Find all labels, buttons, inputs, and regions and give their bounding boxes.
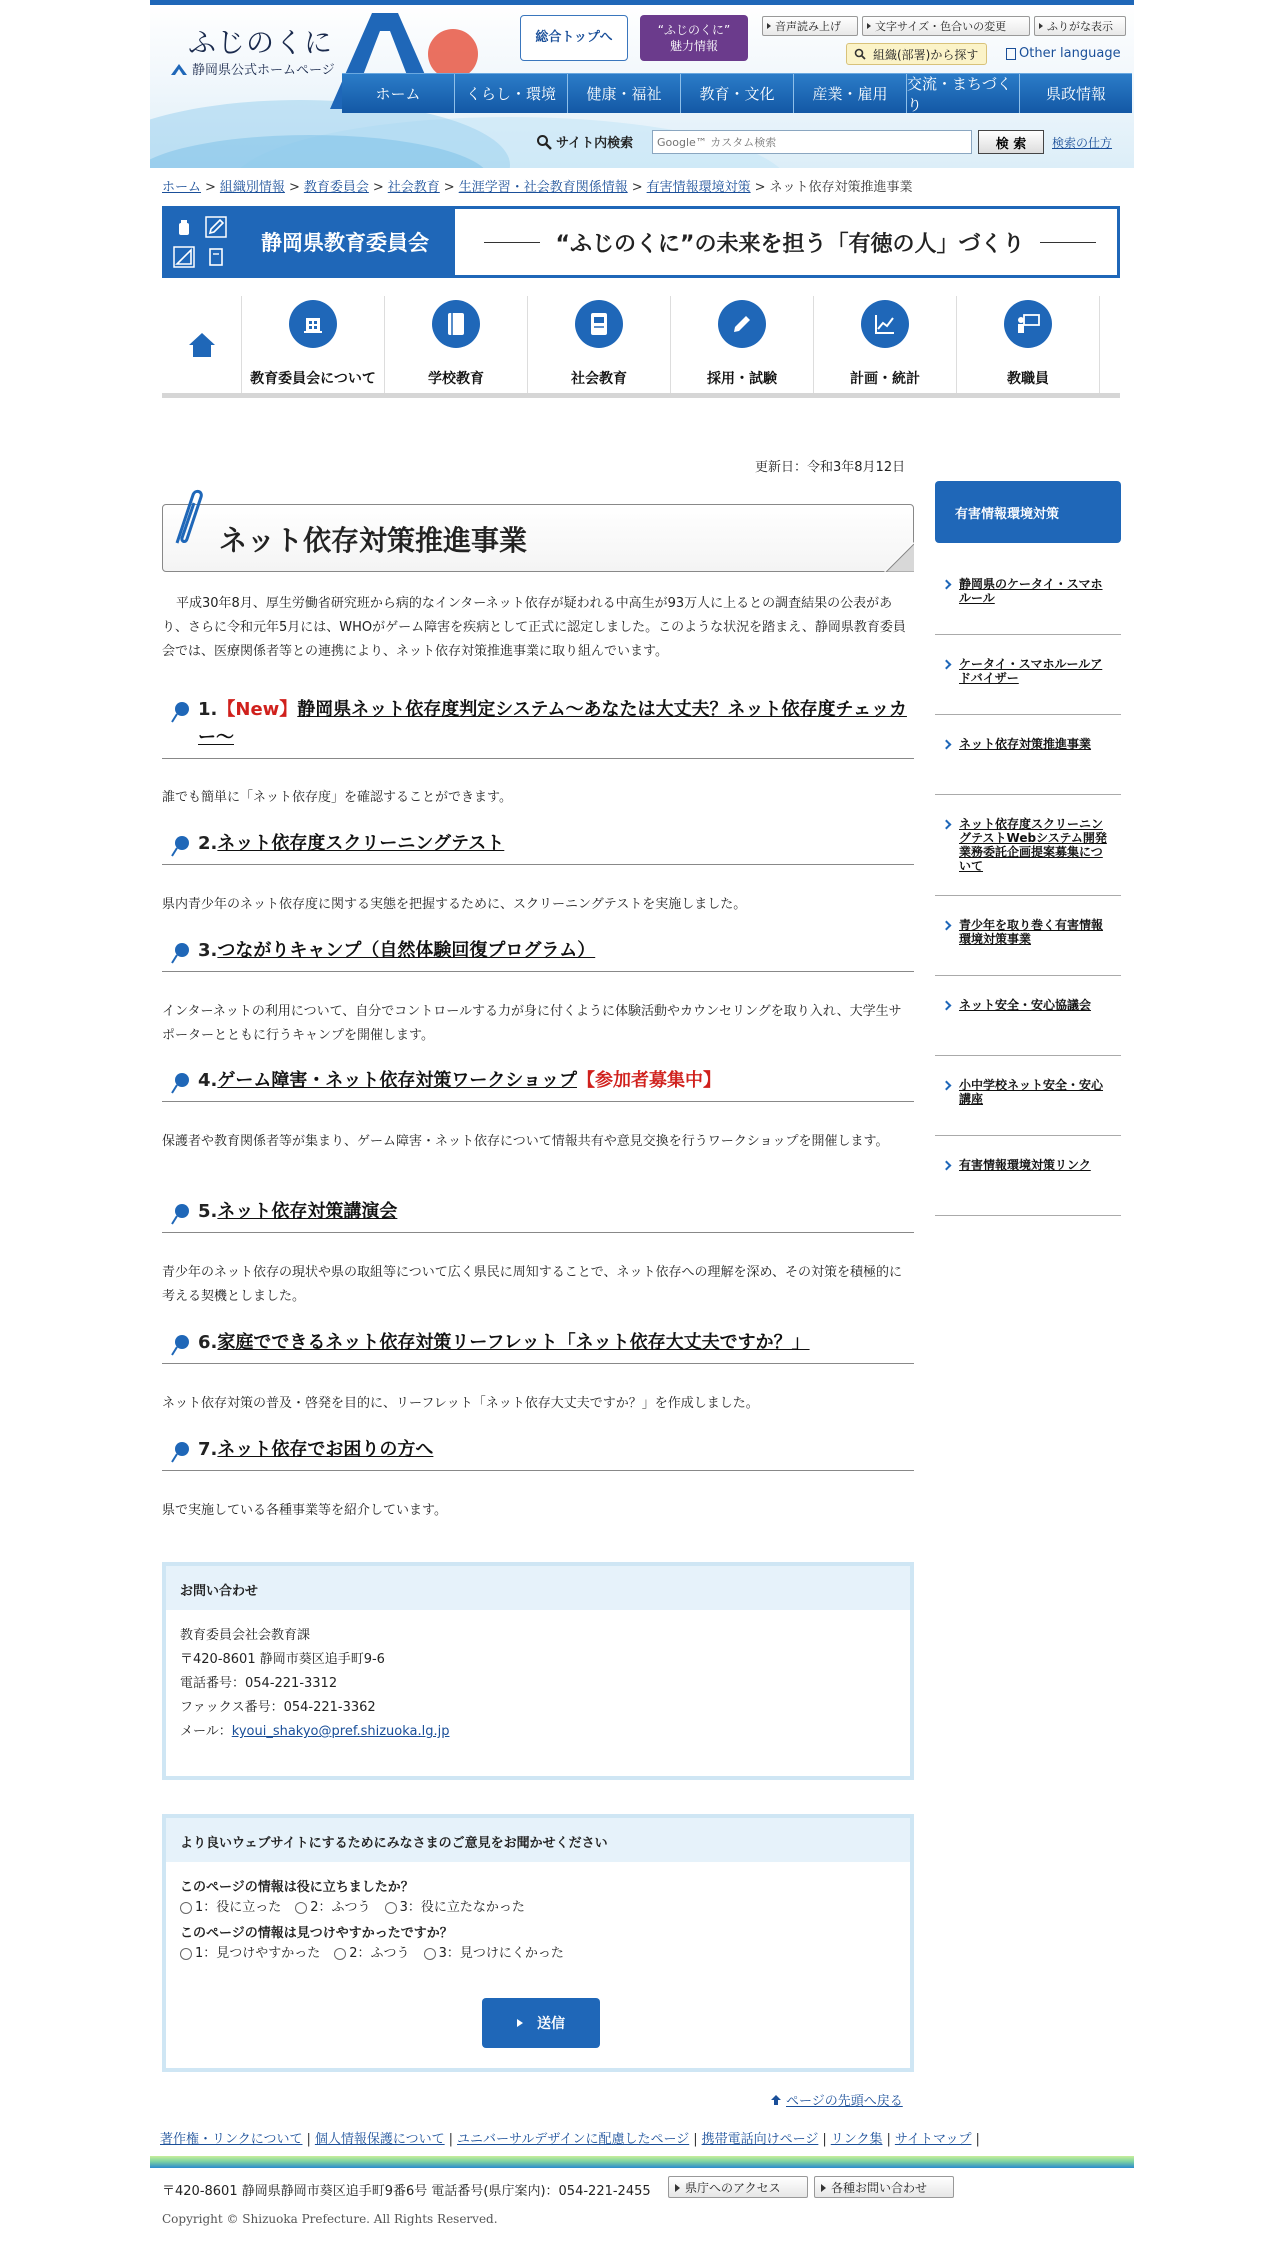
- line-chart-icon: [861, 300, 909, 348]
- breadcrumb-lifelong-learning[interactable]: 生涯学習・社会教育関係情報: [458, 180, 628, 195]
- feedback-question-2: このページの情報は見つけやすかったですか？: [180, 1926, 453, 1941]
- footer-link-privacy[interactable]: 個人情報保護について: [314, 2132, 445, 2147]
- contact-address: 〒420-8601 静岡市葵区追手町9-6: [180, 1652, 385, 1667]
- pencil-icon: [201, 213, 231, 241]
- building-icon: [289, 300, 337, 348]
- feedback-heading: より良いウェブサイトにするためにみなさまのご意見をお聞かせください: [166, 1818, 910, 1862]
- radio-button[interactable]: [424, 1948, 436, 1960]
- breadcrumb-home[interactable]: ホーム: [162, 180, 202, 195]
- section-body-4: 保護者や教育関係者等が集まり、ゲーム障害・ネット依存について情報共有や意見交換を行うワークショップを開催します。: [162, 1134, 889, 1149]
- pushpin-icon: [170, 1072, 190, 1094]
- play-arrow-icon: [517, 2019, 523, 2027]
- category-social-education[interactable]: [528, 296, 671, 393]
- ruler-triangle-icon: [169, 243, 199, 271]
- contact-tel: 電話番号：054-221-3312: [180, 1676, 338, 1691]
- book-icon: [432, 300, 480, 348]
- sidebar-item-label: ネット安全・安心協議会: [959, 998, 1092, 1012]
- pushpin-icon: [170, 701, 190, 723]
- copyright: Copyright © Shizuoka Prefecture. All Rights Reserved.: [162, 2212, 498, 2226]
- document-icon: [1006, 48, 1016, 60]
- pushpin-icon: [170, 1441, 190, 1463]
- breadcrumb-separator: >: [288, 180, 300, 195]
- section-number: 6.: [198, 1332, 218, 1353]
- breadcrumb-harmful-info[interactable]: 有害情報環境対策: [646, 180, 751, 195]
- radio-button[interactable]: [295, 1902, 307, 1914]
- category-label: 採用・試験: [707, 371, 777, 387]
- contact-fax: ファックス番号：054-221-3362: [180, 1700, 376, 1715]
- q2-option-1[interactable]: [180, 1944, 320, 1964]
- section-link-1[interactable]: 静岡県ネット依存度判定システム～あなたは大丈夫？ネット依存度チェッカー～: [198, 699, 907, 748]
- section-link-7[interactable]: ネット依存でお困りの方へ: [217, 1439, 434, 1460]
- breadcrumb-organization[interactable]: 組織別情報: [219, 180, 285, 195]
- page-title: ネット依存対策推進事業: [219, 524, 528, 557]
- option-label: 3：見つけにくかった: [438, 1946, 564, 1961]
- nav-health[interactable]: 健康・福祉: [567, 74, 680, 113]
- sidebar-item-label: ネット依存度スクリーニングテストWebシステム開発業務委託企画提案募集について: [959, 817, 1107, 873]
- home-icon: [187, 331, 217, 359]
- section-heading-3: [162, 937, 914, 972]
- sidebar-item-net-addiction[interactable]: [935, 715, 1121, 795]
- footer-separator: |: [448, 2132, 454, 2147]
- site-search-label-text: サイト内検索: [556, 136, 634, 151]
- sidebar: [935, 481, 1121, 1216]
- submit-button[interactable]: [482, 1998, 600, 2048]
- updated-date: 更新日：令和3年8月12日: [755, 460, 906, 475]
- contact-heading: お問い合わせ: [166, 1566, 910, 1610]
- intro-paragraph: 平成30年8月、厚生労働省研究班から病的なインターネット依存が疑われる中高生が93万人に上るとの調査結果の公表があり、さらに令和元年5月には、WHOがゲーム障害を疾病として正式に認定しました。このような状況を踏まえ、静岡県教育委員会では、医療関係者等との連携により、ネット依存対策推進事業に取り組んでいます。: [162, 596, 906, 659]
- category-planning-statistics[interactable]: [814, 296, 957, 393]
- footer-separator: |: [886, 2132, 891, 2147]
- option-label: 2：ふつう: [310, 1900, 371, 1915]
- teacher-icon: [1004, 300, 1052, 348]
- site-header: [150, 0, 1134, 168]
- feedback-options-1: [180, 1898, 896, 1918]
- radio-button[interactable]: [385, 1902, 397, 1914]
- submit-label: 送信: [537, 2016, 565, 2032]
- option-label: 1：見つけやすかった: [195, 1946, 321, 1961]
- pushpin-icon: [170, 942, 190, 964]
- section-link-3[interactable]: つながりキャンプ（自然体験回復プログラム）: [217, 940, 596, 961]
- footer-color-bar: [150, 2156, 1134, 2168]
- arrow-up-icon: [770, 2094, 782, 2106]
- footer-address: 〒420-8601 静岡県静岡市葵区追手町9番6号 電話番号(県庁案内)：054-221-2455: [162, 2184, 651, 2199]
- footer-link-mobile[interactable]: 携帯電話向けページ: [701, 2132, 819, 2147]
- search-button[interactable]: 検 索: [978, 130, 1044, 154]
- radio-button[interactable]: [180, 1948, 192, 1960]
- contact-dept: 教育委員会社会教育課: [180, 1628, 311, 1643]
- radio-button[interactable]: [334, 1948, 346, 1960]
- site-logo-sub-text: 静岡県公式ホームページ: [192, 63, 335, 78]
- voice-readout-button[interactable]: 音声読み上げ: [762, 16, 858, 36]
- home-top-button[interactable]: 総合トップへ: [520, 15, 628, 61]
- section-link-4[interactable]: ゲーム障害・ネット依存対策ワークショップ: [217, 1070, 578, 1091]
- footer-separator: |: [693, 2132, 698, 2147]
- sidebar-item-youth-harmful[interactable]: [935, 896, 1121, 976]
- new-tag: 【New】: [217, 699, 298, 720]
- search-input[interactable]: [652, 130, 972, 154]
- contact-mail-link[interactable]: kyoui_shakyo@pref.shizuoka.lg.jp: [231, 1724, 450, 1739]
- section-heading-5: [162, 1198, 914, 1233]
- dog-ear-corner: [884, 542, 914, 572]
- furigana-button[interactable]: ふりがな表示: [1034, 16, 1126, 36]
- board-title: 静岡県教育委員会: [235, 209, 455, 275]
- contact-body: [166, 1610, 910, 1758]
- paperclip-icon: [167, 487, 207, 549]
- global-nav: [342, 73, 1132, 113]
- inquiry-button[interactable]: 各種お問い合わせ: [814, 2176, 954, 2198]
- sidebar-item-label: ネット依存対策推進事業: [959, 737, 1092, 751]
- org-search-button[interactable]: [846, 43, 987, 65]
- pencil-icon: [718, 300, 766, 348]
- org-search-label: 組織(部署)から探す: [873, 47, 979, 62]
- breadcrumb: [162, 176, 913, 195]
- category-label: 教育委員会について: [250, 371, 376, 387]
- back-to-top-link[interactable]: [770, 2090, 903, 2109]
- footer-link-copyright[interactable]: 著作権・リンクについて: [160, 2132, 303, 2147]
- footer-separator: |: [975, 2132, 980, 2147]
- section-heading-6: [162, 1329, 914, 1364]
- page: [150, 0, 1134, 2242]
- board-banner[interactable]: [162, 206, 1120, 278]
- q1-option-1[interactable]: [180, 1898, 281, 1918]
- sidebar-item-label: 小中学校ネット安全・安心講座: [959, 1078, 1104, 1106]
- charm-line-1: “ふじのくに”: [657, 23, 731, 37]
- section-body-1: 誰でも簡単に「ネット依存度」を確認することができます。: [162, 790, 512, 805]
- section-body-7: 県で実施している各種事業等を紹介しています。: [162, 1503, 447, 1518]
- category-about-board[interactable]: [242, 296, 385, 393]
- document-book-icon: [575, 300, 623, 348]
- nav-community[interactable]: 交流・まちづくり: [906, 74, 1019, 113]
- nav-industry[interactable]: 産業・雇用: [793, 74, 906, 113]
- category-nav: [162, 296, 1120, 398]
- section-number: 5.: [198, 1201, 218, 1222]
- category-label: 計画・統計: [850, 371, 920, 387]
- nav-government[interactable]: 県政情報: [1019, 74, 1132, 113]
- section-link-5[interactable]: ネット依存対策講演会: [217, 1201, 398, 1222]
- breadcrumb-current: ネット依存対策推進事業: [769, 180, 913, 195]
- sidebar-item-links[interactable]: [935, 1136, 1121, 1216]
- footer-separator: |: [822, 2132, 827, 2147]
- feedback-form: [162, 1814, 914, 2072]
- footer-links: [160, 2128, 984, 2147]
- pushpin-icon: [170, 1203, 190, 1225]
- section-link-2[interactable]: ネット依存度スクリーニングテスト: [217, 833, 505, 854]
- section-body-2: 県内青少年のネット依存度に関する実態を把握するために、スクリーニングテストを実施しました。: [162, 897, 747, 912]
- board-icons: [165, 209, 235, 275]
- feedback-options-2: [180, 1944, 896, 1964]
- magnifier-icon: [854, 48, 866, 60]
- sidebar-list: [935, 555, 1121, 1216]
- feedback-body: [166, 1862, 910, 1976]
- footer-link-links[interactable]: リンク集: [830, 2132, 883, 2147]
- prefecture-emblem-icon: [170, 62, 188, 76]
- search-icon: [536, 134, 552, 150]
- pushpin-icon: [170, 1334, 190, 1356]
- breadcrumb-board[interactable]: 教育委員会: [303, 180, 369, 195]
- site-logo-title[interactable]: ふじのくに: [188, 26, 334, 59]
- sidebar-item-phone-rules[interactable]: [935, 555, 1121, 635]
- notebook-icon: [201, 243, 231, 271]
- category-school-education[interactable]: [385, 296, 528, 393]
- breadcrumb-separator: >: [372, 180, 384, 195]
- sidebar-item-screening-proposal[interactable]: [935, 795, 1121, 896]
- back-to-top-label: ページの先頭へ戻る: [786, 2094, 903, 2109]
- breadcrumb-separator: >: [631, 180, 643, 195]
- other-language-link[interactable]: [1006, 46, 1121, 61]
- section-number: 4.: [198, 1070, 218, 1091]
- breadcrumb-separator: >: [205, 180, 216, 195]
- section-number: 3.: [198, 940, 218, 961]
- access-button[interactable]: 県庁へのアクセス: [668, 2176, 808, 2198]
- sidebar-item-label: 静岡県のケータイ・スマホルール: [959, 577, 1103, 605]
- bottle-icon: [169, 213, 199, 241]
- charm-line-2: 魅力情報: [669, 39, 718, 53]
- section-heading-4: [162, 1067, 914, 1102]
- q1-option-3[interactable]: [385, 1898, 525, 1918]
- section-body-6: ネット依存対策の普及・啓発を目的に、リーフレット「ネット依存大丈夫ですか？」を作成しました。: [162, 1396, 759, 1411]
- section-number: 7.: [198, 1439, 218, 1460]
- breadcrumb-separator: >: [754, 180, 766, 195]
- section-number: 2.: [198, 833, 218, 854]
- option-label: 3：役に立たなかった: [399, 1900, 525, 1915]
- category-label: 学校教育: [428, 371, 484, 387]
- sidebar-item-label: 有害情報環境対策リンク: [959, 1158, 1091, 1172]
- pushpin-icon: [170, 835, 190, 857]
- nav-life[interactable]: くらし・環境: [454, 74, 567, 113]
- sidebar-item-label: ケータイ・スマホルールアドバイザー: [959, 657, 1103, 685]
- section-body-3: インターネットの利用について、自分でコントロールする力が身に付くように体験活動やカウンセリングを取り入れ、大学生サポーターとともに行うキャンプを開催します。: [162, 1004, 902, 1043]
- category-teachers[interactable]: [957, 296, 1100, 393]
- recruiting-tag: 【参加者募集中】: [577, 1070, 722, 1091]
- nav-education[interactable]: 教育・文化: [680, 74, 793, 113]
- section-body-5: 青少年のネット依存の現状や県の取組等について広く県民に周知することで、ネット依存への理解を深め、その対策を積極的に考える契機としました。: [162, 1265, 902, 1304]
- board-slogan: [465, 209, 1115, 275]
- category-recruitment[interactable]: [671, 296, 814, 393]
- contact-mail-row: [180, 1720, 896, 1744]
- contact-mail-label: メール：: [180, 1724, 232, 1739]
- breadcrumb-social-education[interactable]: 社会教育: [387, 180, 440, 195]
- sidebar-item-phone-advisor[interactable]: [935, 635, 1121, 715]
- breadcrumb-separator: >: [443, 180, 455, 195]
- site-logo-sub[interactable]: [170, 59, 335, 78]
- q1-option-2[interactable]: [295, 1898, 370, 1918]
- q2-option-2[interactable]: [334, 1944, 409, 1964]
- board-slogan-text: “ふじのくに”の未来を担う「有徳の人」づくり: [555, 231, 1025, 257]
- radio-button[interactable]: [180, 1902, 192, 1914]
- page-title-box: [162, 504, 914, 572]
- sidebar-item-label: 青少年を取り巻く有害情報環境対策事業: [959, 918, 1104, 946]
- nav-home[interactable]: ホーム: [375, 85, 421, 103]
- section-link-6[interactable]: 家庭でできるネット依存対策リーフレット「ネット依存大丈夫ですか？」: [217, 1332, 810, 1353]
- charm-info-button[interactable]: [640, 15, 748, 61]
- category-home[interactable]: [162, 296, 242, 393]
- search-help-link[interactable]: 検索の仕方: [1052, 136, 1113, 150]
- footer-separator: |: [306, 2132, 311, 2147]
- sidebar-title: 有害情報環境対策: [935, 481, 1121, 543]
- other-language-label: Other language: [1019, 46, 1121, 61]
- sidebar-item-safety-council[interactable]: [935, 976, 1121, 1056]
- category-label: 社会教育: [571, 371, 627, 387]
- sidebar-item-school-course[interactable]: [935, 1056, 1121, 1136]
- option-label: 2：ふつう: [349, 1946, 410, 1961]
- section-heading-7: [162, 1436, 914, 1471]
- option-label: 1：役に立った: [195, 1900, 282, 1915]
- footer-link-universal-design[interactable]: ユニバーサルデザインに配慮したページ: [457, 2132, 690, 2147]
- footer-link-sitemap[interactable]: サイトマップ: [894, 2132, 972, 2147]
- section-heading-1: [162, 696, 914, 759]
- contact-box: [162, 1562, 914, 1780]
- feedback-question-1: このページの情報は役に立ちましたか？: [180, 1880, 414, 1895]
- category-label: 教職員: [1007, 371, 1049, 387]
- site-search-label: [536, 132, 633, 151]
- font-size-color-button[interactable]: 文字サイズ・色合いの変更: [862, 16, 1030, 36]
- section-number: 1.: [198, 699, 218, 720]
- section-heading-2: [162, 830, 914, 865]
- q2-option-3[interactable]: [424, 1944, 564, 1964]
